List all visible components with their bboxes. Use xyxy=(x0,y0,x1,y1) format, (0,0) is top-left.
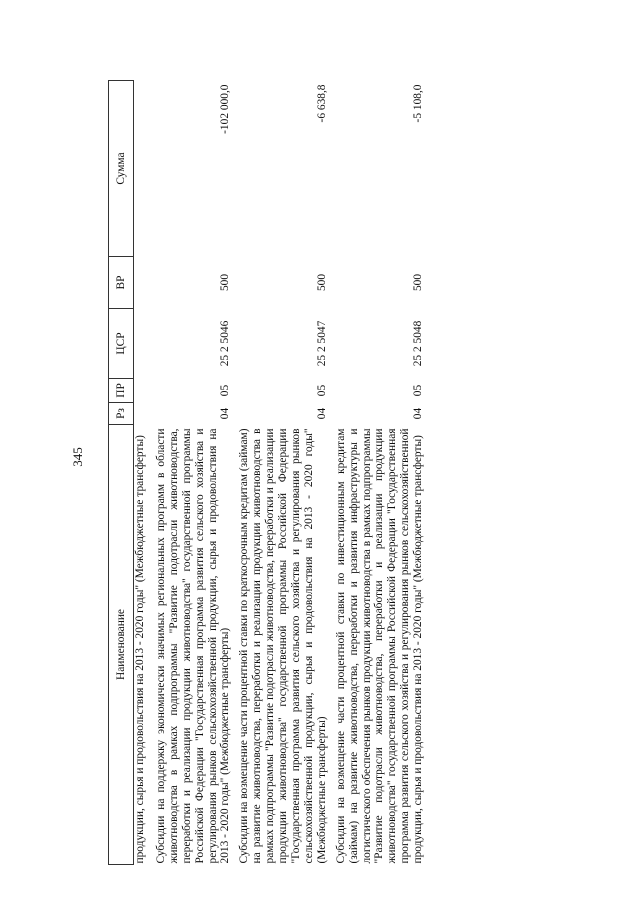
row-pr: 05 xyxy=(219,384,232,397)
row-pr xyxy=(134,379,155,403)
row-rz: 04 xyxy=(315,407,328,420)
header-vr: ВР xyxy=(109,257,134,309)
header-rz: Рз xyxy=(109,403,134,425)
header-pr: ПР xyxy=(109,379,134,403)
row-pr: 05 xyxy=(412,384,425,397)
row-vr: 500 xyxy=(412,273,425,292)
budget-table xyxy=(108,80,431,865)
row-pr: 05 xyxy=(315,384,328,397)
page-number: 345 xyxy=(70,447,85,467)
table-header-row xyxy=(109,81,134,865)
row-name: Субсидии на возмещение части процентной ставки по инвестиционным кредитам (займам) на развитие животноводства, переработки и развития инфраструктуры и логистического обеспечения рынков продукции животноводства в рамках подпрограммы "Развитие подотрасли животноводства, переработки и реализации продукции животноводства" государственной программы Российской Федерации "Государственная программа развития сельского хозяйства и регулирования рынков сельскохозяйственной продукции, сырья и продовольствия на 2013 - 2020 годы" (Межбюджетные трансферты) xyxy=(334,428,425,864)
row-sum: -102 000,0 xyxy=(219,84,232,134)
table-row xyxy=(335,81,431,865)
row-sum xyxy=(134,81,155,257)
table-row xyxy=(134,81,155,865)
header-csr: ЦСР xyxy=(109,309,134,379)
row-vr: 500 xyxy=(219,273,232,292)
row-sum: -6 638,8 xyxy=(315,84,328,123)
row-name: продукции, сырья и продовольствия на 2013 - 2020 годы" (Межбюджетные трансферты) xyxy=(134,435,146,864)
row-csr: 25 2 5048 xyxy=(412,320,425,367)
row-vr: 500 xyxy=(315,273,328,292)
row-name: Субсидии на поддержку экономически значимых региональных программ в области животноводства в рамках подпрограммы "Развитие подотрасли животноводства, переработки и реализации продукции животноводства" государственной программы Российской Федерации "Государственная программа развития сельского хозяйства и регулирования рынков сельскохозяйственной продукции, сырья и продовольствия на 2013 - 2020 годы" (Межбюджетные трансферты) xyxy=(154,428,232,864)
row-rz: 04 xyxy=(219,407,232,420)
row-vr xyxy=(134,257,155,309)
table-row xyxy=(155,81,238,865)
row-csr xyxy=(134,309,155,379)
table-row xyxy=(238,81,334,865)
header-sum: Сумма xyxy=(109,81,134,257)
row-rz: 04 xyxy=(412,407,425,420)
header-name: Наименование xyxy=(109,425,134,865)
row-sum: -5 108,0 xyxy=(412,84,425,123)
row-csr: 25 2 5047 xyxy=(315,320,328,367)
row-rz xyxy=(134,403,155,425)
row-name: Субсидии на возмещение части процентной ставки по краткосрочным кредитам (займам) на развитие животноводства, переработки и реализации продукции животноводства в рамках подпрограммы "Развитие подотрасли животноводства, переработки и реализации продукции животноводства" государственной программы Российской Федерации "Государственная программа развития сельского хозяйства и регулирования рынков сельскохозяйственной продукции, сырья и продовольствия на 2013 - 2020 годы" (Межбюджетные трансферты) xyxy=(238,428,328,864)
row-csr: 25 2 5046 xyxy=(219,320,232,367)
